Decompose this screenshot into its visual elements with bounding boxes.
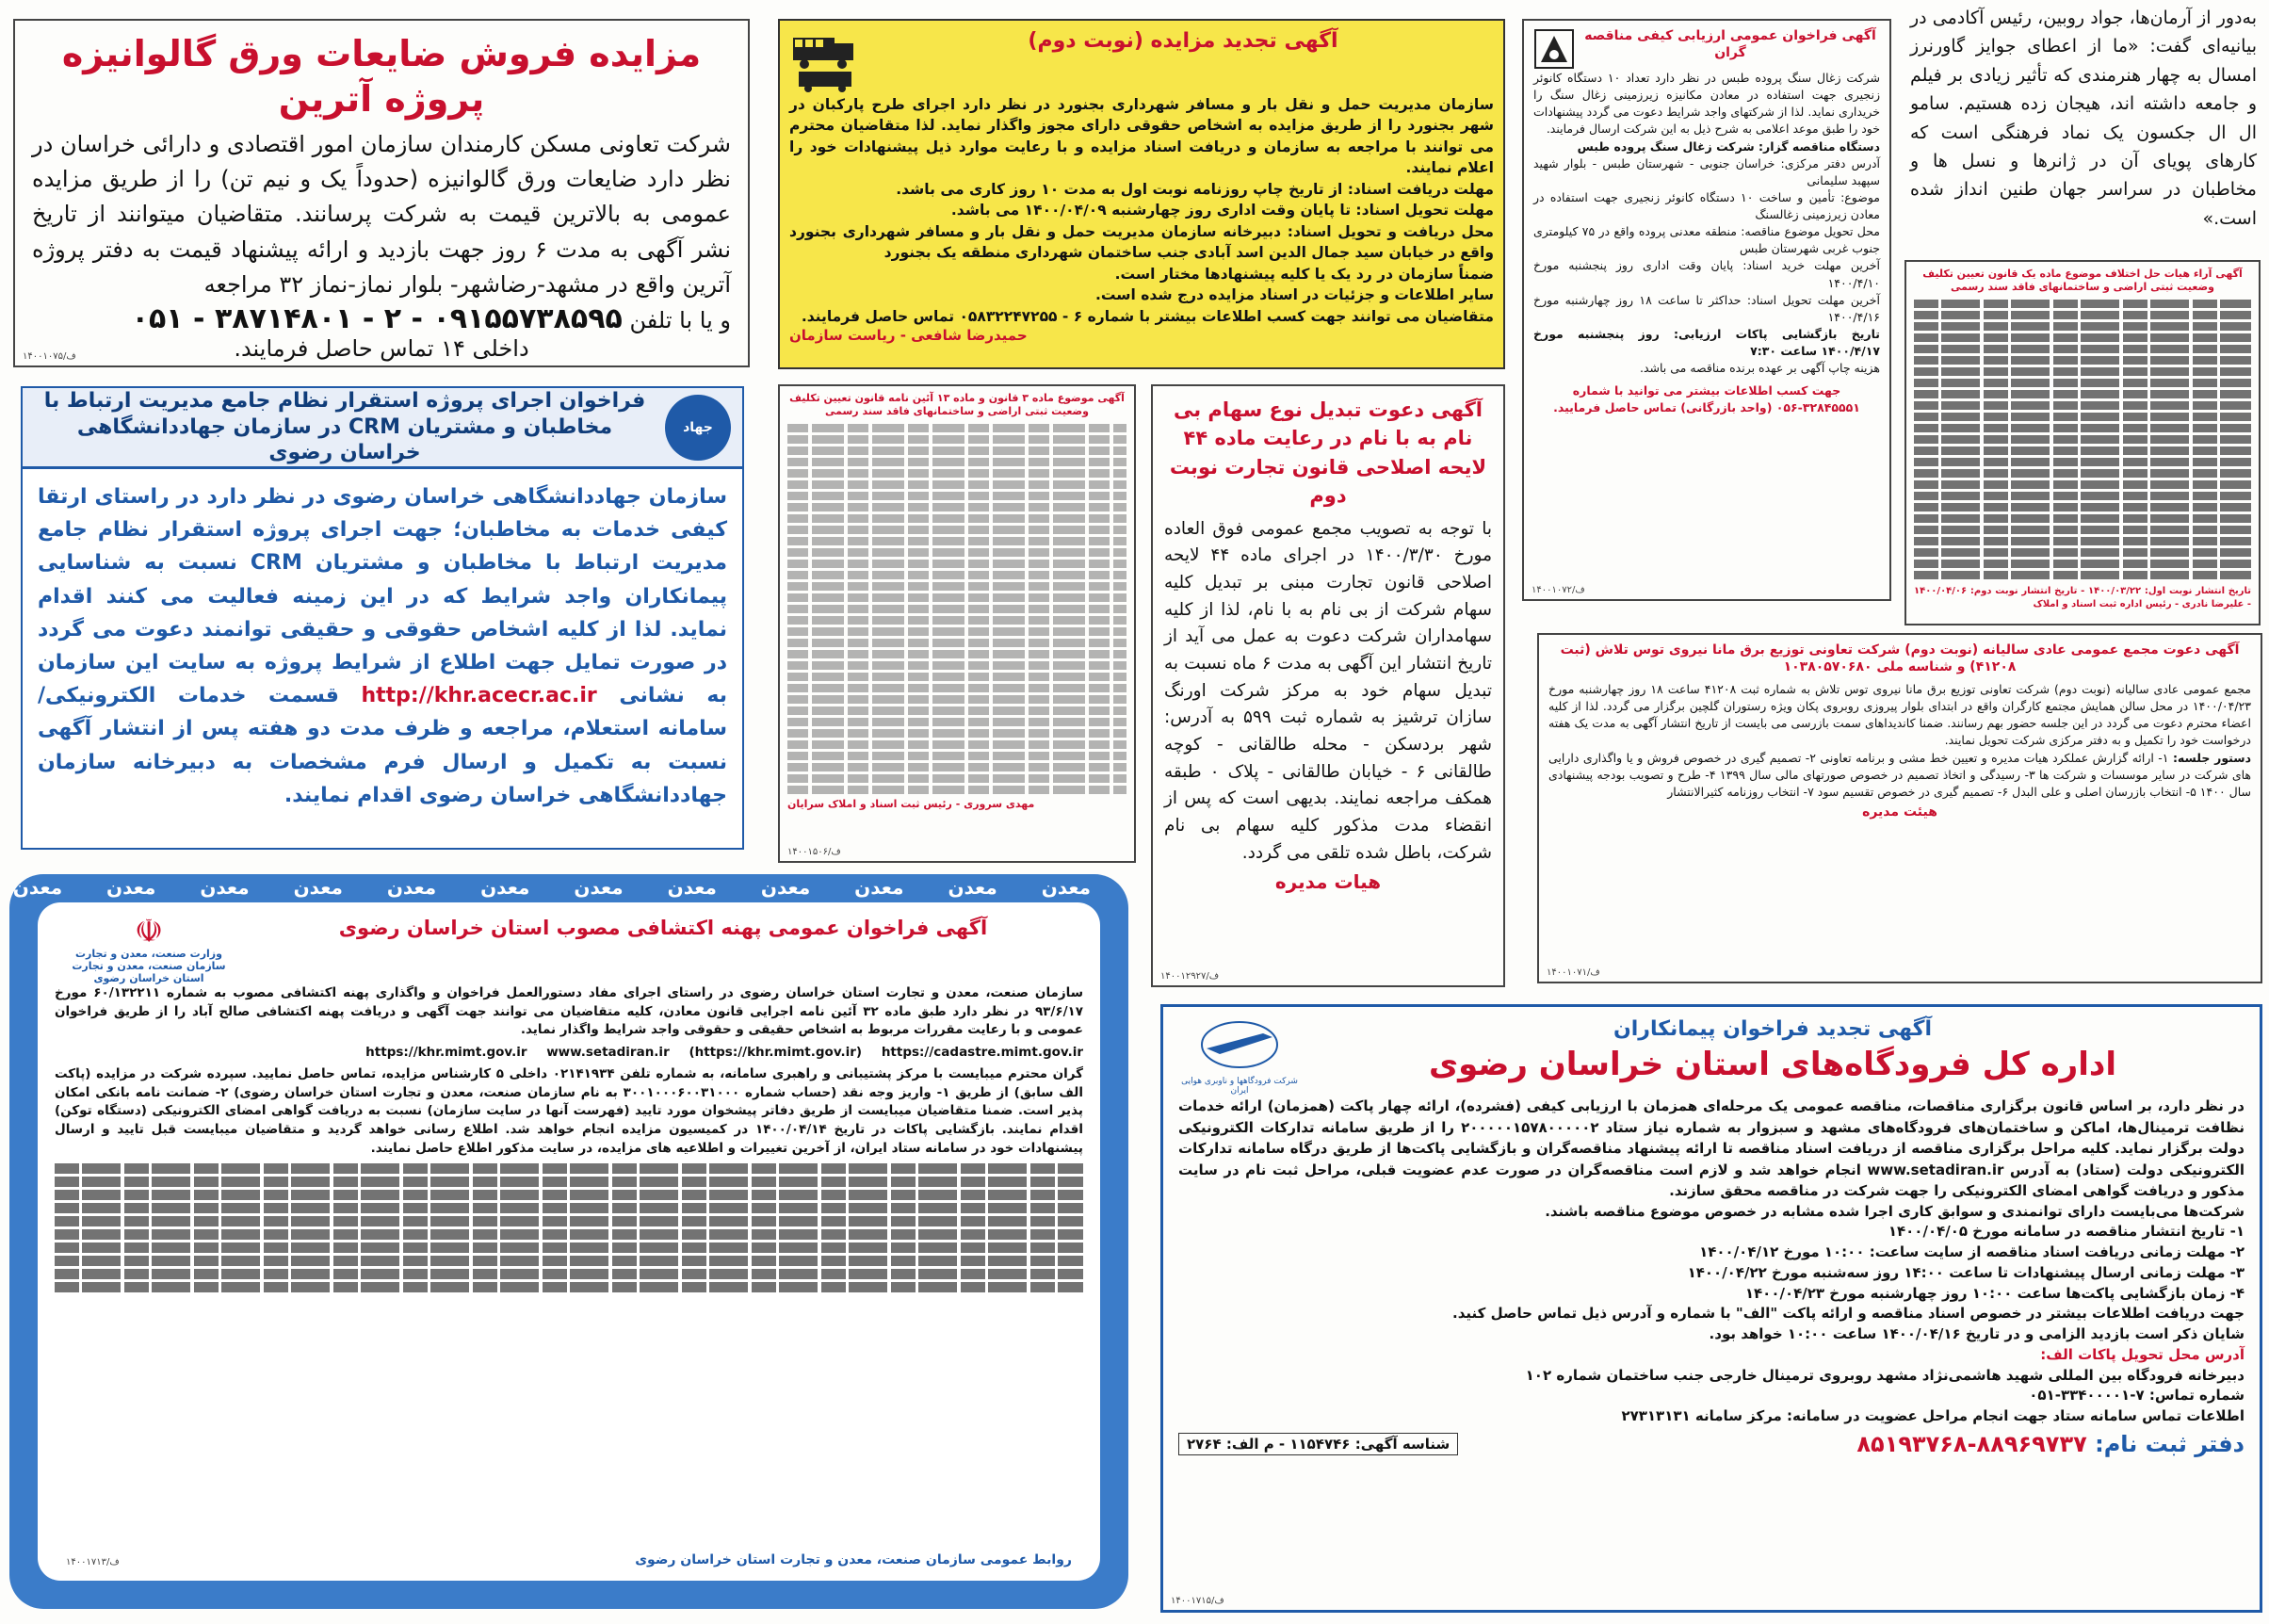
ad-share-conversion [1151, 384, 1505, 987]
ad-land-dispute [1904, 260, 2261, 625]
reg-numbers: ۸۸۹۶۹۷۳۷-۸۵۱۹۳۷۶۸ [1856, 1430, 2087, 1457]
ad-code: ۱۴۰۰۱۰۷۱/ف [1547, 967, 1600, 978]
ad-item: مهلت تحویل اسناد: تا پایان وقت اداری روز چهارشنبه ۱۴۰۰/۰۴/۰۹ می باشد. [950, 202, 1494, 219]
border-word: معدن [12, 876, 63, 899]
ad-coal-tender [1522, 19, 1891, 601]
company-logo-icon [1533, 28, 1575, 70]
ad-phone: شماره تماس: ۷-۳۳۴۰۰۰۰۱-۰۵۱ [2029, 1387, 2245, 1405]
ad-signature: حمیدرضا شافعی - ریاست سازمان [789, 327, 1028, 345]
ad-item: ضمناً سازمان در رد یک یا کلیه پیشنهادها مختار است. [1114, 265, 1494, 283]
border-word: معدن [760, 876, 811, 899]
phone-numbers: ۰۹۱۵۵۷۳۸۵۹۵ - ۲ - ۳۸۷۱۴۸۰۱ - ۰۵۱ [131, 301, 623, 335]
ad-address-label: آدرس محل تحویل پاکات الف: [2040, 1345, 2245, 1363]
ad-body-text-2: قسمت خدمات الکترونیکی/ سامانه استعلام، مراجعه و ظرف مدت دو هفته پس از انتشار آگهی نسبت به تکمیل و ارسال فرم مشخصات به دبیرخانه سازمان جهاددانشگاهی خراسان رضوی اقدام نمایند. [38, 684, 727, 807]
news-body: به‌دور از آرمان‌ها، جواد روبین، رئیس آکادمی در بیانیه‌ای گفت: «ما از اعطای جوایز گاورنرز امسال به چهار هنرمندی که تأثیر زیادی بر فیلم و جامعه داشته اند، هیجان زده هستیم. سامو ال ال جکسون یک نماد فرهنگی است که کارهای پویای آن در ژانرها و نسل ها و مخاطبان در سراسر جهان طنین انداز شده است.» [1910, 8, 2257, 229]
ad-item: آدرس دفتر مرکزی: خراسان جنوبی - شهرستان طبس - بلوار شهید سپهبد سلیمانی [1533, 155, 1880, 187]
ad-item: هزینه چاپ آگهی بر عهده برنده مناقصه می باشد. [1639, 361, 1880, 376]
jahad-logo-icon [665, 395, 731, 461]
logo-line: سازمان صنعت، معدن و تجارت [72, 960, 226, 972]
ad-body-2: شرکت‌ها می‌بایست دارای توانمندی و سوابق کاری اجرا شده مشابه در خصوص موضوع مناقصه باشند. [1545, 1202, 2245, 1220]
ad-inner [38, 902, 1100, 1581]
border-word: معدن [854, 876, 904, 899]
ad-phone-line [32, 302, 731, 335]
ad-setad: اطلاعات تماس سامانه ستاد جهت انجام مراحل عضویت در سامانه: مرکز سامانه ۲۷۳۱۳۱۳۱ [1621, 1407, 2245, 1424]
ad-fine-print [1914, 300, 2251, 579]
ad-body: با توجه به تصویب مجمع عمومی فوق العاده مورخ ۱۴۰۰/۳/۳۰ در اجرای ماده ۴۴ لایحه اصلاحی قانون تجارت مبنی بر تبدیل کلیه سهام شرکت از بی نام به با نام، لذا از کلیه سهامداران شرکت دعوت به عمل می آید از تاریخ انتشار این آگهی به مدت ۶ ماه نسبت به تبدیل سهام خود به مرکز شرکت اورنگ سازان ترشیز به شماره ثبت ۵۹۹ به آدرس: شهر بردسکن - محله طالقانی - کوچه طالقانی ۶ - خیابان طالقانی - پلاک ۰ طبقه همکف مراجعه نمایند. بدیهی است که پس از انقضاء مدت مذکور کلیه سهام بی نام شرکت، باطل شده تلقی می گردد. [1164, 518, 1493, 863]
agenda-label: دستور جلسه: [2172, 750, 2251, 765]
border-word: معدن [293, 876, 343, 899]
ad-body: در نظر دارد، بر اساس قانون برگزاری مناقصات، مناقصه عمومی یک مرحله‌ای همزمان با ارزیابی کیفی (فشرده)، ارائه چهار پاکت (همزمان) ارائه خدمات نظافت ترمینال‌ها، اماکن و ساختمان‌های فرودگاه‌های مشهد و سبزوار به شماره نیاز ستاد ۲۰۰۰۰۰۱۵۷۸۰۰۰۰۰۲ را از طریق سامانه تدارکات الکترونیکی دولت برگزار نماید. کلیه مراحل برگزاری مناقصه از دریافت اسناد مناقصه تا ارائه پیشنهاد مناقصه‌گران و بازگشایی پاکت‌ها از طریق درگاه سامانه تدارکات الکترونیکی دولت (ستاد) به آدرس www.setadiran.ir انجام خواهد شد و لازم است مناقصه‌گران در صورت عدم عضویت قبلی، مراحل ثبت نام در سایت مذکور و دریافت گواهی امضای الکترونیکی را جهت شرکت در مناقصه محقق سازند. [1178, 1097, 2245, 1199]
border-word: معدن [386, 876, 437, 899]
ad-title: آگهی فراخوان عمومی پهنه اکتشافی مصوب استان خراسان رضوی [338, 917, 988, 939]
ad-item: ۱- تاریخ انتشار مناقصه در سامانه مورخ ۱۴۰۰/۰۴/۰۵ [1888, 1223, 2245, 1241]
ad-body-text: سازمان جهاددانشگاهی خراسان رضوی در نظر دارد در راستای ارتقا کیفی خدمات به مخاطبان؛ جهت اجرای پروژه استقرار نظام جامع مدیریت ارتباط با مخاطبان و مشتریان CRM نسبت به شناسایی پیمانکاران واجد شرایط که در این زمینه فعالیت می کنند اقدام نماید. لذا از کلیه اشخاص حقوقی و حقیقی توانمند دعوت می گردد در صورت تمایل جهت اطلاع از شرایط پروژه به سایت این سازمان به نشانی [38, 485, 727, 708]
ad-title: آگهی دعوت مجمع عمومی عادی سالیانه (نوبت دوم) شرکت تعاونی توزیع برق مانا نیروی توس تلاش (ثبت ۴۱۲۰۸) و شناسه ملی ۱۰۳۸۰۵۷۰۶۸۰ [1560, 642, 2240, 674]
ad-item: متقاضیان می توانند جهت کسب اطلاعات بیشتر با شماره ۶ - ۰۵۸۳۲۲۴۷۲۵۵ تماس حاصل فرمایند. [801, 307, 1494, 325]
reg-label: دفتر ثبت نام: [2095, 1430, 2245, 1457]
ad-footer: جهت کسب اطلاعات بیشتر می توانید با شماره ۳۲۸۴۵۵۵۱-۰۵۶ (واحد بازرگانی) تماس حاصل فرمایید. [1553, 383, 1860, 415]
ad-code: ۱۴۰۰۱۰۷۲/ف [1532, 585, 1585, 595]
logo-line: استان خراسان رضوی [93, 972, 204, 984]
ad-item: آخرین مهلت تحویل اسناد: حداکثر تا ساعت ۱۸ روز چهارشنبه مورخ ۱۴۰۰/۴/۱۶ [1533, 292, 1881, 324]
border-word: معدن [948, 876, 997, 899]
ad-body: سازمان صنعت، معدن و تجارت استان خراسان رضوی در راستای اجرای مفاد دستورالعمل فراخوان و واگذاری پهنه اکتشافی مصوب به شماره ۶۰/۱۳۲۲۱۱ مورخ ۹۳/۶/۱۷ در نظر دارد طبق ماده ۳۲ آئین نامه اجرایی قانون معادن، کلیه متقاضیان می توانند جهت آگهی و دریافت پهنه اکتشافی صالح آباد را از طریق فراخوان عمومی و با رعایت مقررات مربوط به اشخاص حقیقی و حقوقی واجد شرایط واگذار نماید. [55, 985, 1083, 1038]
ad-item: موضوع: تأمین و ساخت ۱۰ دستگاه کانوئر زنجیری جهت استفاده در معادن زیرزمینی زغالسنگ [1533, 189, 1880, 221]
ad-item: ۲- مهلت زمانی دریافت اسناد مناقصه از سایت ساعت: ۱۰:۰۰ مورخ ۱۴۰۰/۰۴/۱۲ [1699, 1243, 2245, 1260]
ad-body: شرکت زغال سنگ پروده طبس در نظر دارد تعداد ۱۰ دستگاه کانوئر زنجیری جهت استفاده در معادن مکانیزه زیرزمینی زغال سنگ را خریداری نماید. لذا از شرکتهای واجد شرایط دعوت می گردد پیشنهادات خود را طبق موعد اعلامی به شرح ذیل به این شرکت ارسال فرمایند. [1533, 71, 1880, 137]
ad-code: ۱۴۰۰۱۰۷۵/ف [23, 351, 76, 362]
ad-title: آگهی فراخوان عمومی ارزیابی کیفی مناقصه گران [1584, 28, 1876, 60]
ad-title: آگهی تجدید مزایده (نوبت دوم) [1028, 29, 1338, 53]
ad-links [55, 1044, 1083, 1063]
ad-body: سازمان مدیریت حمل و نقل بار و مسافر شهرداری بجنورد در نظر دارد اجرای طرح پارکبان در شهر بجنورد را از طریق مزایده به اشخاص حقوقی دارای مجوز واگذار نماید. لذا متقاضیان محترم می توانند با مراجعه به سازمان و دریافت اسناد مزایده و با رعایت موارد ذیل پیشنهادات خود را اعلام نمایند. [789, 96, 1494, 177]
ad-crm-project [21, 386, 744, 850]
bus-truck-icon [789, 28, 865, 94]
ad-signature: مهدی سروری - رئیس ثبت اسناد و املاک سرایان [787, 797, 1035, 810]
ad-signature: روابط عمومی سازمان صنعت، معدن و تجارت استان خراسان رضوی [635, 1552, 1072, 1567]
logo-line: وزارت صنعت، معدن و تجارت [75, 948, 222, 960]
ad-item: آخرین مهلت خرید اسناد: پایان وقت اداری روز پنجشنبه مورخ ۱۴۰۰/۴/۱۰ [1533, 258, 1880, 290]
ad-subtitle: آگهی تجدید فراخوان پیمانکاران [1613, 1017, 1933, 1041]
ad-item: تاریخ بازگشایی پاکات ارزیابی: روز پنجشنبه مورخ ۱۴۰۰/۴/۱۷ ساعت ۷:۳۰ [1533, 326, 1880, 358]
ad-article-3 [778, 384, 1136, 863]
ad-code: ۱۴۰۰۱۷۱۳/ف [66, 1557, 120, 1567]
ad-item: محل تحویل موضوع مناقصه: منطقه معدنی پروده واقع در ۷۵ کیلومتری جنوب غربی شهرستان طبس [1533, 224, 1880, 256]
ad-title: آگهی موضوع ماده ۳ قانون و ماده ۱۳ آئین نامه قانون تعیین تکلیف وضعیت ثبتی اراضی و ساختمانهای فاقد سند رسمی [789, 392, 1125, 417]
ministry-logo [55, 913, 243, 984]
border-word: معدن [667, 876, 717, 899]
border-text-top [12, 876, 1091, 901]
ad-item: محل دریافت و تحویل اسناد: دبیرخانه سازمان مدیریت حمل و نقل بار و مسافر شهرداری بجنورد واقع در خیابان سید جمال الدین اسد آبادی جنب ساختمان شهرداری منطقه یک بجنورد [789, 222, 1494, 262]
ad-code: ۱۴۰۰۱۲۹۲۷/ف [1160, 971, 1220, 982]
ad-galvanized-auction [13, 19, 750, 367]
ad-body-2: گران محترم میبایست با مرکز پشتیبانی و راهبری سامانه، به شماره تلفن ۰۲۱۴۱۹۳۴ داخلی ۵ کارشناس مزایده، تماس حاصل نمایید. سپرده شرکت در مزایده (پاکت الف سابق) از طریق ۱- واریز وجه نقد (حساب شماره ۳۰۰۱۰۰۰۶۰۰۳۱۰۰۰ به نام سازمان صنعت، معدن و تجارت استان خراسان رضوی) ۲- ضمانت نامه بانکی امکان پذیر است. ضمنا متقاضیان میبایست از طریق دفاتر پیشخوان مورد تایید (فهرست آنها در سایت سازمان) نسبت به دریافت گواهی امضای الکترونیکی (دستگاه توکن) اقدام نمایند. بازگشایی پاکات در تاریخ ۱۴۰۰/۰۴/۱۴ در کمیسیون مزایده انجام خواهد شد. اطلاع رسانی خواهد گردید و متقاضیان میبایست قبل تایید و ارسال پیشنهادات خود در سامانه ستاد ایران، از آخرین تغییرات و اطلاعیه های مزایده، در سایت مذکور اطلاع حاصل نمایند. [55, 1066, 1084, 1156]
registration-phones [1856, 1431, 2245, 1457]
ad-body [38, 480, 727, 812]
ad-item: ۴- زمان بازگشایی پاکت‌ها ساعت ۱۰:۰۰ روز چهارشنبه مورخ ۱۴۰۰/۰۴/۲۳ [1744, 1284, 2245, 1302]
airports-logo [1178, 1016, 1301, 1096]
ad-fine-print [55, 1163, 1083, 1292]
news-text-block [1904, 0, 2262, 240]
ad-contact: جهت دریافت اطلاعات بیشتر در خصوص اسناد مناقصه و ارائه پاکت "الف" با شماره و آدرس ذیل تماس حاصل کنید. [1452, 1305, 2245, 1323]
url-link[interactable]: https://cadastre.mimt.gov.ir [881, 1044, 1083, 1060]
url-link[interactable]: (https://khr.mimt.gov.ir) [689, 1044, 863, 1060]
logo-text: شرکت فرودگاهها و ناوبری هوایی ایران [1181, 1077, 1298, 1096]
ad-title: فراخوان اجرای پروژه استقرار نظام جامع مدیریت ارتباط با مخاطبان و مشتریان CRM در سازمان جهاددانشگاهی خراسان رضوی [43, 389, 646, 465]
ad-address: دبیرخانه فرودگاه بین المللی شهید هاشمی‌نژاد مشهد روبروی ترمینال خارجی جنب ساختمان شماره ۱۰۲ [1525, 1366, 2245, 1384]
ad-body: شرکت تعاونی مسکن کارمندان سازمان امور اقتصادی و دارائی خراسان در نظر دارد ضایعات ورق گالوانیزه (حدوداً یک و نیم تن) را از طریق مزایده عمومی به بالاترین قیمت به شرکت پرسانند. متقاضیان میتوانند از تاریخ نشر آگهی به مدت ۶ روز جهت بازدید و ارائه پیشنهاد قیمت به دفتر پروژه آترین واقع در مشهد-رضاشهر- بلوار نماز-نماز ۳۲ مراجعه [32, 131, 731, 298]
ad-title: اداره کل فرودگاه‌های استان خراسان رضوی [1428, 1045, 2116, 1083]
ad-agenda [1548, 750, 2251, 801]
agenda-text: ۱- ارائه گزارش عملکرد هیات مدیره و تعیین خط مشی و برنامه تعاونی ۲- تصمیم گیری در خصوص فروش و یا واگذاری دارایی های شرکت در سایر موسسات و شرکت ها ۳- رسیدگی و اتخاذ تصمیم در خصوص صورتهای مالی سال ۱۳۹۹ ۴- طرح و تصویب بودجه پیشنهادی سال ۱۴۰۰ ۵- انتخاب بازرسان اصلی و علی البدل ۶- تصمیم گیری در خصوص تقسیم سود ۷- انتخاب روزنامه کثیرالانتشار [1548, 750, 2252, 799]
border-word: معدن [200, 876, 250, 899]
ad-body: مجمع عمومی عادی سالیانه (نوبت دوم) شرکت تعاونی توزیع برق مانا نیروی توس تلاش به شماره ثبت ۴۱۲۰۸ ساعت ۱۸ روز چهارشنبه مورخ ۱۴۰۰/۰۴/۲۳ در محل سالن همایش مجتمع کارگران واقع در ابتدای بلوار پیروزی روبروی پکان ویژه رستوران گلچین برگزار می گردد. لذا از کلیه اعضاء محترم دعوت می گردد در این جلسه حضور بهم رسانند. ضمنا کاندیداهای سمت بازرسی می بایست از تاریخ انتشار آگهی به مدت یک هفته درخواست خود را تکمیل و به دفتر مرکزی شرکت تحویل نمایند. [1548, 682, 2251, 748]
border-word: معدن [106, 876, 156, 899]
url-link[interactable]: www.setadiran.ir [546, 1044, 670, 1060]
ad-code: ۱۴۰۰۱۷۱۵/ف [1171, 1596, 1224, 1606]
border-word: معدن [574, 876, 624, 899]
ad-item: ۳- مهلت زمانی ارسال پیشنهادات تا ساعت ۱۴:۰۰ روز سه‌شنبه مورخ ۱۴۰۰/۰۴/۲۲ [1687, 1263, 2245, 1281]
ad-item: دستگاه مناقصه گزار: شرکت زغال سنگ پروده طبس [1577, 138, 1880, 154]
ad-bojnurd-auction [778, 19, 1505, 369]
ad-item: مهلت دریافت اسناد: از تاریخ چاپ روزنامه نوبت اول به مدت ۱۰ روز کاری می باشد. [896, 180, 1494, 198]
logo-text: جهاد [683, 419, 713, 435]
ad-mining-exploration [9, 874, 1128, 1609]
phone-prefix: و یا با تلفن [629, 306, 731, 333]
ad-registration [1178, 1431, 2245, 1457]
ad-title: آگهی آراء هیات حل اختلاف موضوع ماده یک قانون تعیین تکلیف وضعیت ثبتی اراضی و ساختمانهای فاقد سند رسمی [1922, 268, 2243, 293]
url-link[interactable]: http://khr.acecr.ac.ir [361, 684, 597, 708]
border-word: معدن [480, 876, 530, 899]
iran-emblem-icon: ☫ [134, 913, 164, 950]
ad-footer: تاریخ انتشار نوبت اول: ۱۴۰۰/۰۳/۲۲ - تاریخ انتشار نوبت دوم: ۱۴۰۰/۰۴/۰۶ - علیرضا نادری - رئیس اداره ثبت اسناد و املاک [1914, 585, 2251, 609]
ad-visit: شایان ذکر است بازدید الزامی و در تاریخ ۱۴۰۰/۰۴/۱۶ ساعت ۱۰:۰۰ خواهد بود. [1709, 1325, 2245, 1342]
ad-item: سایر اطلاعات و جزئیات در اسناد مزایده درج شده است. [1094, 286, 1494, 304]
ad-header-band [23, 388, 742, 469]
border-word: معدن [1041, 876, 1091, 899]
ad-code: ۱۴۰۰۱۵۰۶/ف [787, 847, 841, 857]
ad-signature: هیئت مدیره [1862, 804, 1937, 820]
ad-airports-tender [1160, 1004, 2262, 1613]
ad-fine-print [787, 424, 1126, 794]
ad-title: مزایده فروش ضایعات ورق گالوانیزه پروژه آترین [61, 33, 702, 120]
ad-general-assembly [1537, 633, 2262, 983]
ad-signature: هیات مدیره [1274, 870, 1382, 894]
ad-id: شناسه آگهی: ۱۱۵۴۷۴۶ - م الف: ۲۷۶۴ [1178, 1433, 1458, 1455]
ad-title: آگهی دعوت تبدیل نوع سهام بی نام به با نام در رعایت ماده ۴۴ لایحه اصلاحی قانون تجارت نوبت دوم [1169, 398, 1487, 508]
url-link[interactable]: https://khr.mimt.gov.ir [365, 1044, 527, 1060]
ad-tail: داخلی ۱۴ تماس حاصل فرمایند. [234, 334, 529, 362]
plane-icon [1178, 1016, 1301, 1077]
